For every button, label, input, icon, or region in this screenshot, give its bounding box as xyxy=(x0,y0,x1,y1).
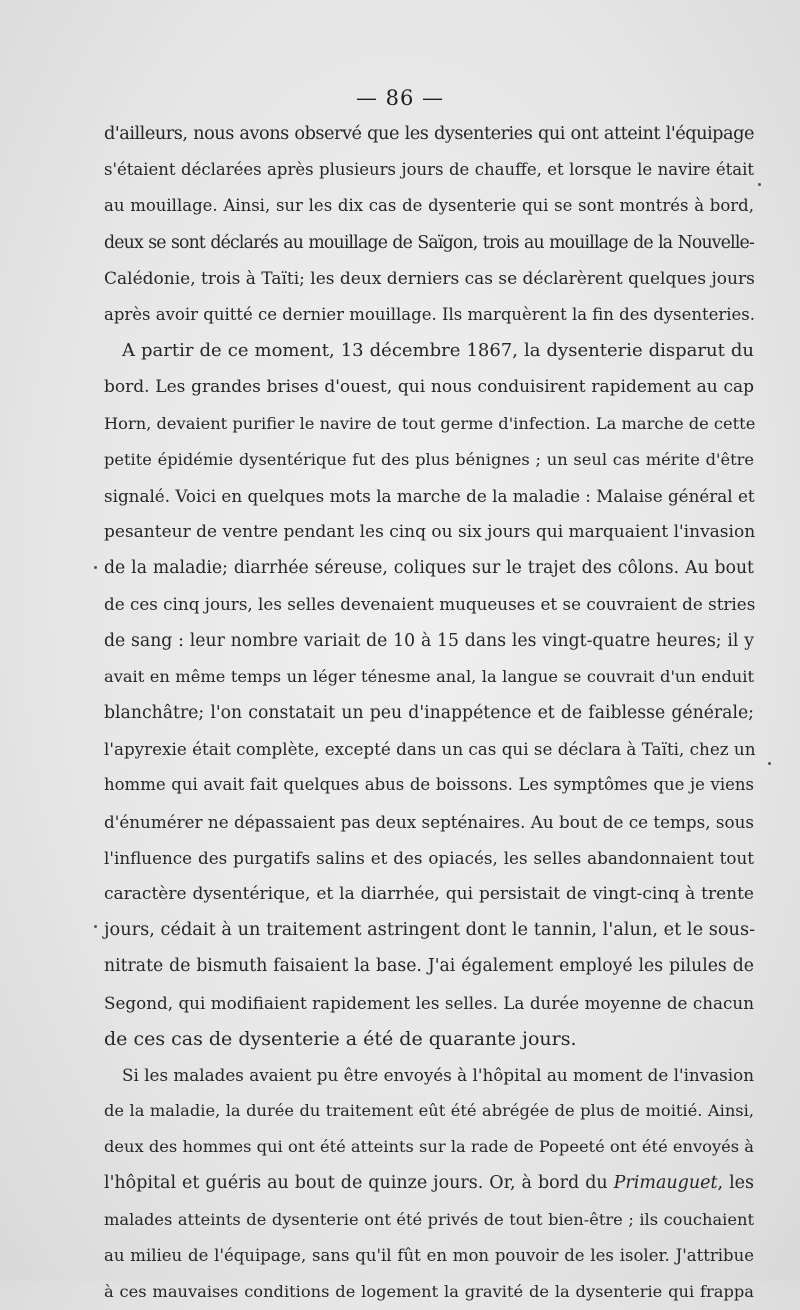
ship-name: Primauguet xyxy=(613,1173,718,1194)
text-line: bord. Les grandes brises d'ouest, qui nous conduisirent rapidement au cap xyxy=(104,377,754,398)
text-line: de ces cinq jours, les selles devenaient muqueuses et se couvraient de stries xyxy=(104,594,756,615)
page-number: — 86 — xyxy=(355,86,445,110)
text-line: pesanteur de ventre pendant les cinq ou six jours qui marquaient l'invasion xyxy=(104,522,756,543)
text-segment: , les xyxy=(717,1173,754,1194)
text-line: jours, cédait à un traitement astringent dont le tannin, l'alun, et le sous- xyxy=(104,920,756,941)
text-line: A partir de ce moment, 13 décembre 1867, la dysenterie disparut du xyxy=(122,340,754,362)
text-line: Horn, devaient purifier le navire de tout germe d'infection. La marche de cette xyxy=(104,413,756,433)
text-line: l'influence des purgatifs salins et des opiacés, les selles abandonnaient tout xyxy=(104,847,754,868)
text-line: s'étaient déclarées après plusieurs jours de chauffe, et lorsque le navire était xyxy=(104,160,754,180)
text-line: après avoir quitté ce dernier mouillage. Ils marquèrent la fin des dysenteries. xyxy=(104,304,756,324)
ink-speck xyxy=(768,762,771,765)
text-line: homme qui avait fait quelques abus de boissons. Les symptômes que je viens xyxy=(104,775,754,795)
text-segment: l'hôpital et guéris au bout de quinze jours. Or, à bord du xyxy=(104,1173,614,1194)
text-line: d'ailleurs, nous avons observé que les dysenteries qui ont atteint l'équipage xyxy=(104,124,754,144)
text-line: au mouillage. Ainsi, sur les dix cas de dysenterie qui se sont montrés à bord, xyxy=(104,196,754,216)
text-line: petite épidémie dysentérique fut des plus bénignes ; un seul cas mérite d'être xyxy=(104,449,754,469)
text-line: l'apyrexie était complète, excepté dans un cas qui se déclara à Taïti, chez un xyxy=(104,739,756,760)
ink-speck xyxy=(94,925,97,928)
text-line: deux des hommes qui ont été atteints sur la rade de Popeeté ont été envoyés à xyxy=(104,1137,754,1157)
text-line: de la maladie; diarrhée séreuse, coliques sur le trajet des côlons. Au bout xyxy=(104,558,754,579)
text-line: malades atteints de dysenterie ont été privés de tout bien-être ; ils couchaient xyxy=(104,1209,754,1229)
body-text xyxy=(104,116,754,1310)
text-line: Si les malades avaient pu être envoyés à l'hôpital au moment de l'invasion xyxy=(122,1064,754,1085)
text-line: à ces mauvaises conditions de logement la gravité de la dysenterie qui frappa xyxy=(104,1282,754,1301)
text-line: deux se sont déclarés au mouillage de Saïgon, trois au mouillage de la Nouvelle- xyxy=(104,232,754,253)
text-line xyxy=(104,1165,754,1201)
text-line: d'énumérer ne dépassaient pas deux septénaires. Au bout de ce temps, sous xyxy=(104,811,754,832)
text-line: de sang : leur nombre variait de 10 à 15 dans les vingt-quatre heures; il y xyxy=(104,630,754,651)
text-line: au milieu de l'équipage, sans qu'il fût en mon pouvoir de les isoler. J'attribue xyxy=(104,1245,754,1265)
text-line: de la maladie, la durée du traitement eût été abrégée de plus de moitié. Ainsi, xyxy=(104,1101,754,1121)
text-line: Segond, qui modifiaient rapidement les selles. La durée moyenne de chacun xyxy=(104,992,754,1013)
text-line: de ces cas de dysenterie a été de quarante jours. xyxy=(104,1027,577,1050)
text-line: signalé. Voici en quelques mots la marche de la maladie : Malaise général et xyxy=(104,485,755,506)
text-line: nitrate de bismuth faisaient la base. J'ai également employé les pilules de xyxy=(104,956,754,977)
text-line: caractère dysentérique, et la diarrhée, qui persistait de vingt-cinq à trente xyxy=(104,883,754,904)
text-line: blanchâtre; l'on constatait un peu d'inappétence et de faiblesse générale; xyxy=(104,703,754,723)
ink-speck xyxy=(758,183,761,186)
text-line: Calédonie, trois à Taïti; les deux derniers cas se déclarèrent quelques jours xyxy=(104,268,755,289)
ink-speck xyxy=(94,566,97,569)
text-line: avait en même temps un léger ténesme anal, la langue se couvrait d'un enduit xyxy=(104,666,754,686)
